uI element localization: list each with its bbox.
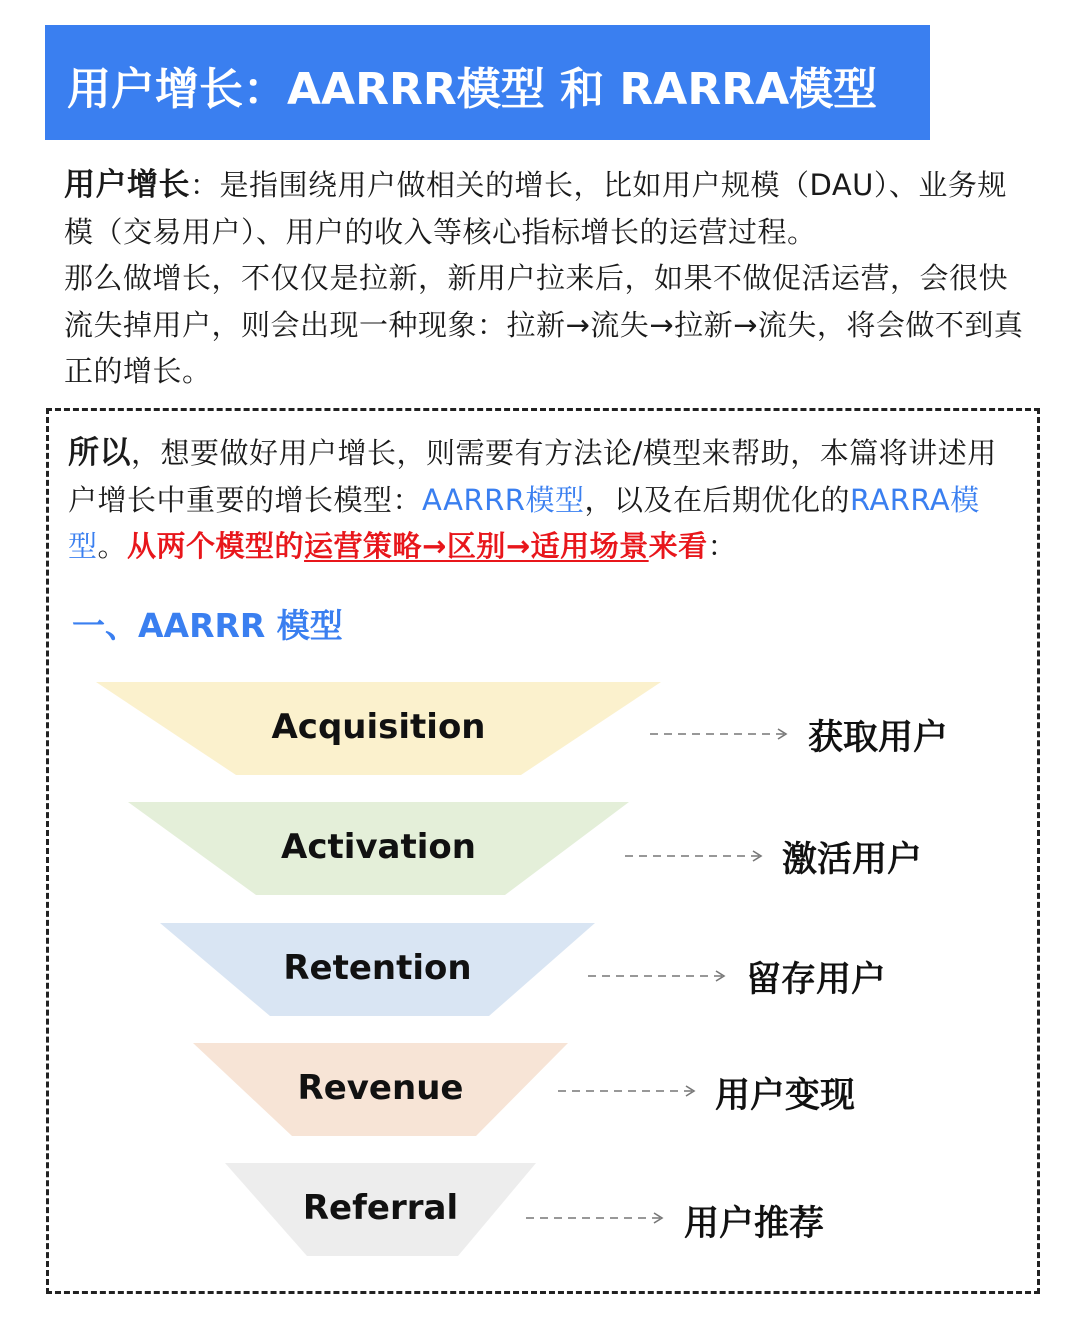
highlight-underlined-text: 运营策略→区别→适用场景	[304, 529, 649, 563]
funnel-stage-label: Activation	[281, 826, 476, 867]
intro-text	[64, 162, 1024, 395]
model-aarrr-mention: AARRR模型	[422, 482, 585, 517]
section-title-aarrr: 一、AARRR 模型	[72, 606, 343, 645]
dashed-arrow-icon	[625, 849, 764, 863]
funnel-stage-label: Referral	[302, 1187, 459, 1228]
dashed-arrow-icon	[588, 969, 727, 983]
box-text-3: 。	[97, 529, 128, 563]
box-intro-text	[68, 430, 1018, 570]
funnel-stage-meaning: 获取用户	[808, 718, 949, 758]
funnel-stage-activation	[128, 802, 629, 895]
funnel-stage-meaning: 用户变现	[715, 1076, 856, 1116]
dashed-arrow-icon	[558, 1084, 697, 1098]
page-title: 用户增长：AARRR模型 和 RARRA模型	[45, 25, 930, 140]
funnel-stage-label: Acquisition	[271, 706, 486, 747]
intro-colon: ：	[190, 168, 220, 202]
funnel-stage-revenue	[193, 1043, 568, 1136]
intro-paragraph-1	[64, 162, 1024, 255]
intro-keyword: 用户增长	[64, 167, 190, 203]
box-text-1: ，想要做好用户增长，则需要有方法论/模型来帮助，本篇将讲述用户增长中重要的增长模型：	[68, 436, 997, 517]
model-rarra-mention: RARRA模型	[68, 482, 980, 563]
dashed-arrow-icon	[526, 1211, 665, 1225]
box-text-4: ：	[707, 529, 738, 563]
highlight-text-2: 来看	[648, 529, 708, 563]
funnel-stage-label: Retention	[283, 947, 472, 988]
funnel-stage-retention	[160, 923, 595, 1016]
funnel-stage-label: Revenue	[297, 1067, 464, 1108]
funnel-stage-meaning: 激活用户	[782, 840, 923, 880]
funnel-stage-meaning: 用户推荐	[684, 1204, 825, 1244]
box-text-2: ，以及在后期优化的	[584, 482, 850, 517]
intro-definition: 是指围绕用户做相关的增长，比如用户规模（DAU）、业务规模（交易用户）、用户的收入等核心指标增长的运营过程。	[64, 168, 1007, 249]
funnel-stage-referral	[225, 1163, 536, 1256]
funnel-stage-meaning: 留存用户	[746, 960, 887, 1000]
highlight-text-1: 从两个模型的	[127, 529, 305, 563]
intro-paragraph-2: 那么做增长，不仅仅是拉新，新用户拉来后，如果不做促活运营，会很快流失掉用户，则会出现一种现象：拉新→流失→拉新→流失，将会做不到真正的增长。	[64, 261, 1024, 388]
box-paragraph	[68, 430, 1018, 570]
funnel-stage-acquisition	[96, 682, 661, 775]
dashed-arrow-icon	[650, 727, 789, 741]
box-keyword: 所以	[68, 435, 131, 471]
